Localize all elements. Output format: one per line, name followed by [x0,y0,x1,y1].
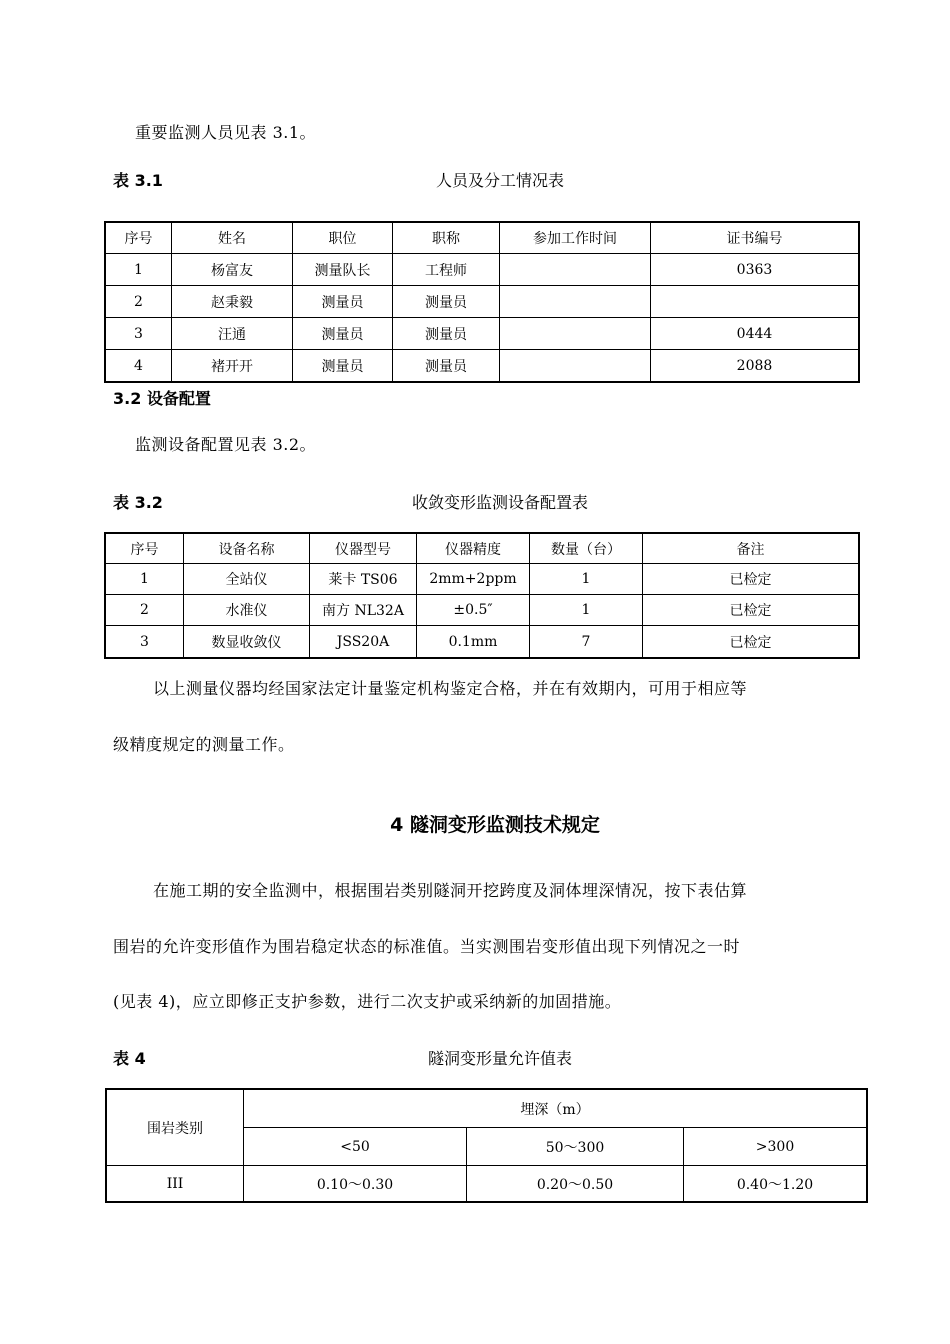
table-4 [106,1089,867,1202]
header-cell: 参加工作时间 [500,223,651,254]
table-cell: 7 [530,626,643,658]
header-cell: 序号 [106,223,172,254]
table-row [106,318,859,350]
table-header-row [106,534,859,564]
depth-col-header: >300 [684,1128,867,1166]
header-cell: 仪器型号 [310,534,417,564]
table-cell [500,318,651,350]
header-cell: 职位 [293,223,393,254]
table-cell: 赵秉毅 [172,286,293,318]
table-3-2-title: 收敛变形监测设备配置表 [411,493,588,512]
header-cell: 序号 [106,534,184,564]
intro-paragraph: 重要监测人员见表 3.1。 [135,123,317,142]
table-cell: 数显收敛仪 [184,626,310,658]
table-cell: 3 [106,318,172,350]
table-cell: 0444 [651,318,859,350]
table-cell [500,350,651,382]
table-cell: 莱卡 TS06 [310,564,417,595]
table-cell: 2 [106,286,172,318]
table-3-1-number: 表 3.1 [113,171,163,190]
table-cell: 0.40～1.20 [684,1166,867,1202]
header-cell: 仪器精度 [417,534,530,564]
table-cell: 测量员 [393,286,500,318]
header-cell: 备注 [643,534,859,564]
depth-col-header: 50～300 [467,1128,684,1166]
equipment-note-line-2: 级精度规定的测量工作。 [113,735,295,754]
table-cell: 4 [106,350,172,382]
table-cell: 测量员 [293,350,393,382]
table-row [106,350,859,382]
table-cell: 杨富友 [172,254,293,286]
table-cell: 测量队长 [293,254,393,286]
table-cell: 测量员 [293,286,393,318]
table-cell: 已检定 [643,626,859,658]
table-row [107,1166,867,1202]
table-4-number: 表 4 [113,1049,146,1068]
table-cell: 0.20～0.50 [467,1166,684,1202]
table-cell [500,286,651,318]
table-cell [651,286,859,318]
table-cell: 水准仪 [184,595,310,626]
table-row [106,626,859,658]
section-4-line-1: 在施工期的安全监测中，根据围岩类别隧洞开挖跨度及洞体埋深情况，按下表估算 [153,881,748,900]
table-cell: III [107,1166,244,1202]
table-cell: 0363 [651,254,859,286]
section-4-line-2: 围岩的允许变形值作为围岩稳定状态的标准值。当实测围岩变形值出现下列情况之一时 [113,937,741,956]
table-cell: 测量员 [393,350,500,382]
table-cell: 工程师 [393,254,500,286]
table-cell: 0.10～0.30 [244,1166,467,1202]
table-cell: 3 [106,626,184,658]
table-cell: 测量员 [393,318,500,350]
table-3-2 [105,533,859,658]
table-cell: 1 [530,564,643,595]
table-cell: 2088 [651,350,859,382]
header-cell: 证书编号 [651,223,859,254]
table-cell: 2mm+2ppm [417,564,530,595]
table-cell: 已检定 [643,595,859,626]
table-cell: 1 [106,254,172,286]
table-row [106,595,859,626]
equipment-note-line-1: 以上测量仪器均经国家法定计量鉴定机构鉴定合格，并在有效期内，可用于相应等 [153,679,748,698]
table-header-row [107,1090,867,1128]
depth-header: 埋深（m） [244,1090,867,1128]
table-3-1-title: 人员及分工情况表 [435,171,564,190]
table-cell: 2 [106,595,184,626]
table-cell [500,254,651,286]
table-3-2-number: 表 3.2 [113,493,163,512]
table-cell: JSS20A [310,626,417,658]
header-cell: 姓名 [172,223,293,254]
table-cell: 全站仪 [184,564,310,595]
section-4-heading: 4 隧洞变形监测技术规定 [390,814,600,836]
rock-class-header: 围岩类别 [107,1090,244,1166]
table-row [106,564,859,595]
header-cell: 设备名称 [184,534,310,564]
table-cell: 1 [106,564,184,595]
section-3-2-intro: 监测设备配置见表 3.2。 [135,435,317,454]
header-cell: 职称 [393,223,500,254]
table-cell: 0.1mm [417,626,530,658]
table-cell: 已检定 [643,564,859,595]
table-cell: ±0.5″ [417,595,530,626]
table-3-1 [105,222,859,382]
table-row [106,254,859,286]
header-cell: 数量（台） [530,534,643,564]
table-cell: 褚开开 [172,350,293,382]
table-cell: 1 [530,595,643,626]
section-3-2-heading: 3.2 设备配置 [113,389,211,408]
depth-col-header: <50 [244,1128,467,1166]
table-cell: 南方 NL32A [310,595,417,626]
table-4-title: 隧洞变形量允许值表 [427,1049,572,1068]
table-header-row [106,223,859,254]
section-4-line-3: (见表 4)，应立即修正支护参数，进行二次支护或采纳新的加固措施。 [113,992,622,1011]
table-row [106,286,859,318]
table-cell: 测量员 [293,318,393,350]
table-cell: 汪通 [172,318,293,350]
